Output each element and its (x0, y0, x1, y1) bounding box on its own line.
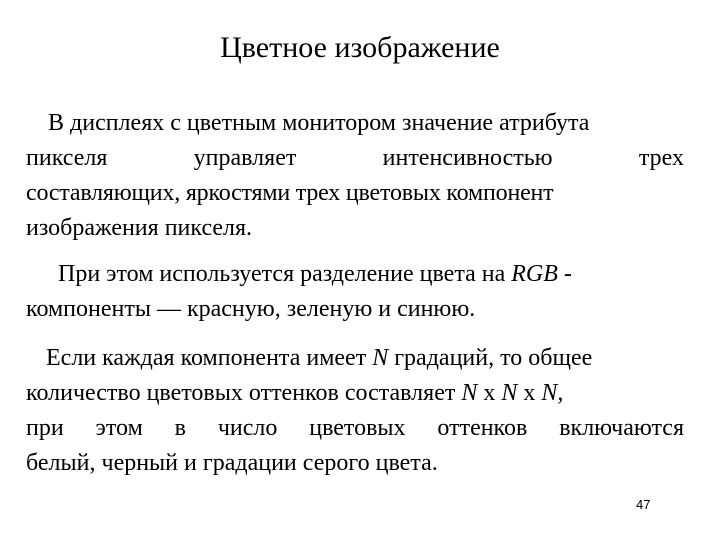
paragraph-3-line-2 (26, 376, 684, 411)
page-number: 47 (636, 497, 651, 512)
paragraph-2 (26, 257, 684, 327)
paragraph-1-line-4: изображения пикселя. (26, 215, 253, 241)
paragraph-3-line-1 (26, 341, 684, 376)
slide-title: Цветное изображение (220, 31, 500, 64)
times-sign-1: х (477, 380, 502, 406)
times-sign-2: х (517, 380, 542, 406)
paragraph-1 (26, 106, 684, 246)
n-variable-1: N (461, 380, 478, 406)
rgb-term: RGB (511, 261, 558, 287)
n-variable-2: N (501, 380, 518, 406)
n-variable-3: N, (541, 380, 564, 406)
n-variable: N (372, 345, 389, 371)
paragraph-1-line-2: пикселя управляет интенсивностью трех (26, 145, 684, 171)
paragraph-2-line-2: компоненты — красную, зеленую и синюю. (26, 296, 476, 322)
paragraph-1-line-3: составляющих, яркостями трех цветовых компонент (26, 180, 554, 206)
paragraph-3-line-1-pre: Если каждая компонента имеет (46, 345, 373, 371)
paragraph-3-line-2-pre: количество цветовых оттенков составляет (26, 380, 462, 406)
paragraph-3-line-1-post: градаций, то общее (388, 345, 593, 371)
paragraph-2-line-1-text: При этом используется разделение цвета на (58, 261, 512, 287)
paragraph-3-line-4: белый, черный и градации серого цвета. (26, 450, 438, 476)
paragraph-1-line-1: В дисплеях с цветным монитором значение атрибута (48, 110, 590, 136)
paragraph-3-line-3: при этом в число цветовых оттенков включаются (26, 415, 684, 441)
paragraph-2-line-1 (26, 257, 684, 292)
paragraph-3 (26, 341, 684, 481)
paragraph-2-line-1-dash: - (557, 261, 572, 287)
